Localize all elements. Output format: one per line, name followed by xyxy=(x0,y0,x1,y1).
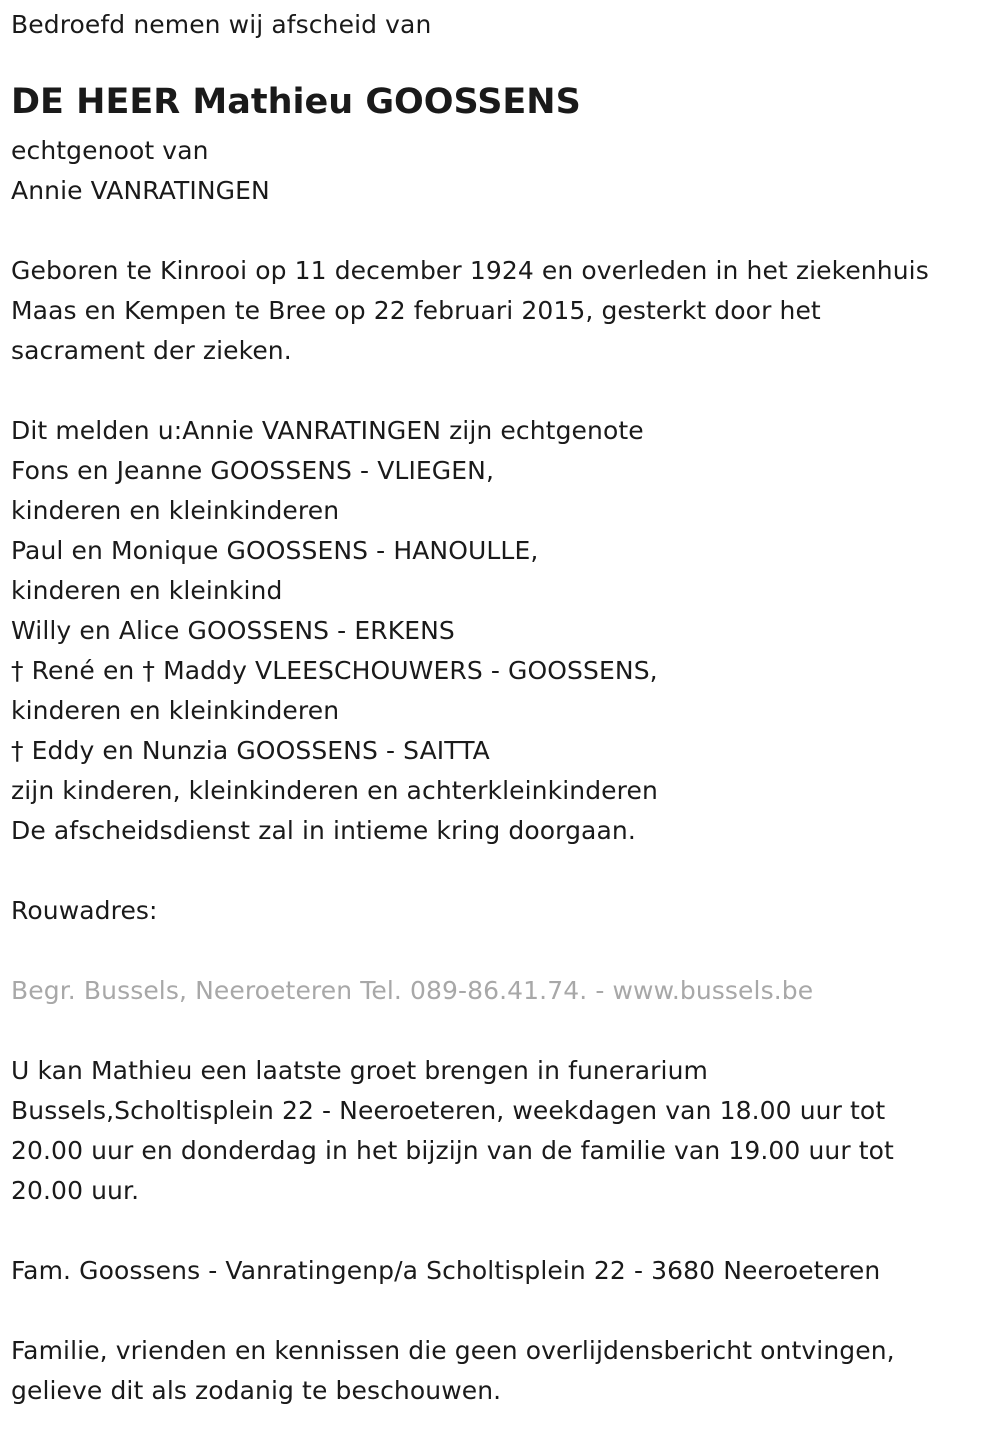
family-line: kinderen en kleinkinderen xyxy=(11,696,340,725)
family-line: zijn kinderen, kleinkinderen en achterkleinkinderen xyxy=(11,776,658,805)
spacer xyxy=(11,371,991,411)
deceased-name: DE HEER Mathieu GOOSSENS xyxy=(11,82,581,122)
family-line: † Eddy en Nunzia GOOSSENS - SAITTA xyxy=(11,736,490,765)
family-line: Willy en Alice GOOSSENS - ERKENS xyxy=(11,616,455,645)
closing-line: Familie, vrienden en kennissen die geen overlijdensbericht ontvingen, xyxy=(11,1336,895,1365)
undertaker-info: Begr. Bussels, Neeroeteren Tel. 089-86.41.74. - www.bussels.be xyxy=(11,976,814,1005)
spouse-relation: echtgenoot van xyxy=(11,136,209,165)
spacer xyxy=(11,1211,991,1251)
spacer xyxy=(11,1011,991,1051)
spouse-name: Annie VANRATINGEN xyxy=(11,176,270,205)
rouwadres-label: Rouwadres: xyxy=(11,896,158,925)
family-line: Dit melden u:Annie VANRATINGEN zijn echtgenote xyxy=(11,416,644,445)
visitation-line: 20.00 uur en donderdag in het bijzijn van de familie van 19.00 uur tot xyxy=(11,1136,894,1165)
family-line: kinderen en kleinkind xyxy=(11,576,283,605)
spacer xyxy=(11,211,991,251)
birth-death-line: Maas en Kempen te Bree op 22 februari 2015, gesterkt door het xyxy=(11,296,821,325)
closing-line: gelieve dit als zodanig te beschouwen. xyxy=(11,1376,502,1405)
visitation-line: U kan Mathieu een laatste groet brengen in funerarium xyxy=(11,1056,708,1085)
birth-death-line: Geboren te Kinrooi op 11 december 1924 en overleden in het ziekenhuis xyxy=(11,256,929,285)
intro-text: Bedroefd nemen wij afscheid van xyxy=(11,10,432,39)
visitation-line: Bussels,Scholtisplein 22 - Neeroeteren, weekdagen van 18.00 uur tot xyxy=(11,1096,886,1125)
visitation-line: 20.00 uur. xyxy=(11,1176,140,1205)
spacer xyxy=(11,931,991,971)
spacer xyxy=(11,1291,991,1331)
spacer xyxy=(11,851,991,891)
family-line: Paul en Monique GOOSSENS - HANOULLE, xyxy=(11,536,539,565)
birth-death-line: sacrament der zieken. xyxy=(11,336,292,365)
family-line: Fons en Jeanne GOOSSENS - VLIEGEN, xyxy=(11,456,495,485)
family-line: † René en † Maddy VLEESCHOUWERS - GOOSSENS, xyxy=(11,656,658,685)
family-address: Fam. Goossens - Vanratingenp/a Scholtisplein 22 - 3680 Neeroeteren xyxy=(11,1256,881,1285)
obituary-notice xyxy=(11,0,991,1411)
family-line: De afscheidsdienst zal in intieme kring doorgaan. xyxy=(11,816,636,845)
family-line: kinderen en kleinkinderen xyxy=(11,496,340,525)
